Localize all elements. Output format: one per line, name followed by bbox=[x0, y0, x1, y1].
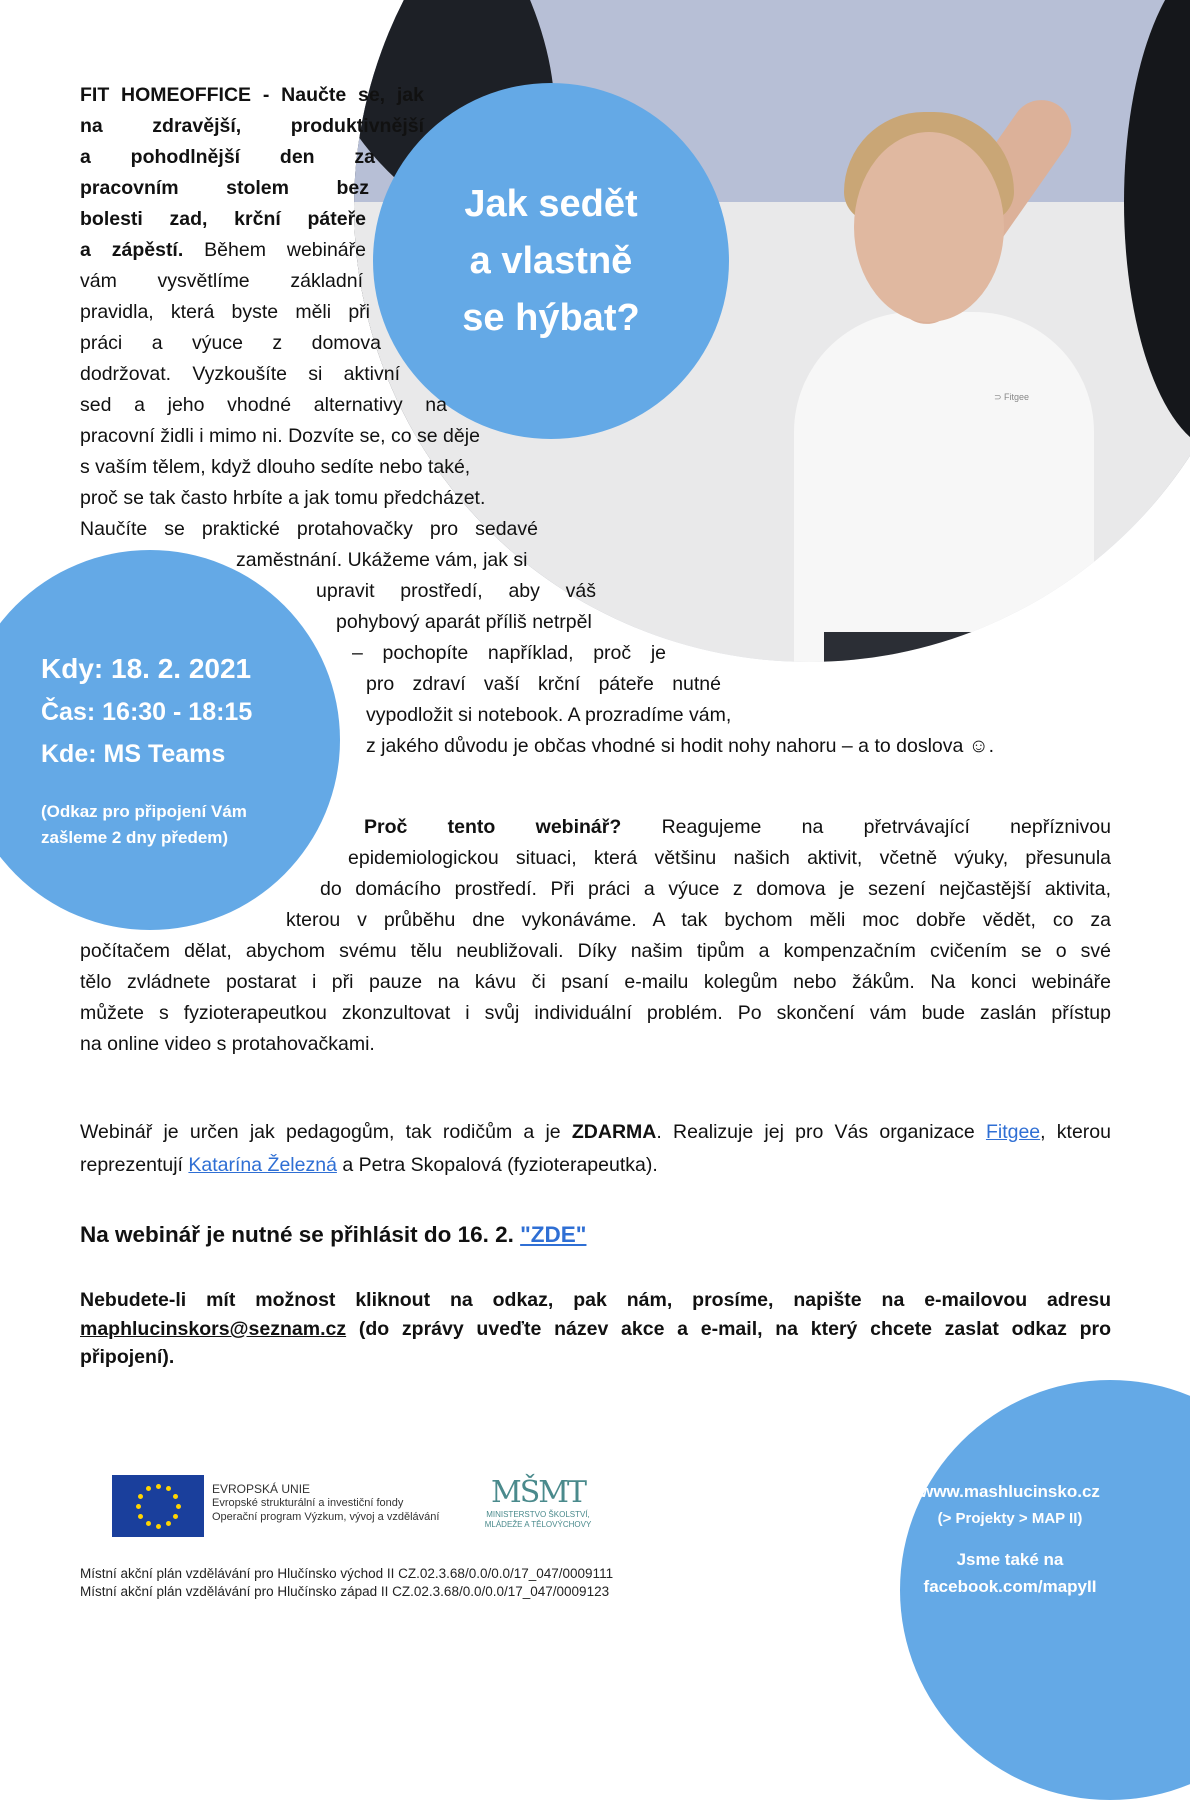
event-note-line2: zašleme 2 dny předem) bbox=[41, 828, 229, 847]
register-link[interactable]: "ZDE" bbox=[520, 1222, 587, 1247]
why-line: tělo zvládnete postarat i při pauze na kávu či psaní e-mailu kolegům nebo žákům. Na konci webináře bbox=[80, 971, 1111, 993]
audience-text: . Realizuje jej pro Vás organizace bbox=[656, 1121, 986, 1143]
intro-line: FIT HOMEOFFICE - Naučte se, jak bbox=[80, 84, 424, 106]
audience-text: , kterou bbox=[1040, 1121, 1111, 1143]
intro-line: s vaším tělem, když dlouho sedíte nebo také, bbox=[80, 456, 471, 478]
intro-line: proč se tak často hrbíte a jak tomu předcházet. bbox=[80, 487, 486, 509]
footer-line2: Místní akční plán vzdělávání pro Hlučínsko západ II CZ.02.3.68/0.0/0.0/17_047/0009123 bbox=[80, 1584, 610, 1599]
register-text: Na webinář je nutné se přihlásit do 16. 2. bbox=[80, 1222, 521, 1247]
footer-line1: Místní akční plán vzdělávání pro Hlučínsko východ II CZ.02.3.68/0.0/0.0/17_047/0009111 bbox=[80, 1566, 614, 1581]
msmt-text: MLÁDEŽE A TĚLOVÝCHOVY bbox=[484, 1520, 592, 1529]
eu-logo-line: Evropské strukturální a investiční fondy bbox=[212, 1497, 404, 1509]
audience-line2 bbox=[80, 1150, 1111, 1181]
intro-line: zaměstnání. Ukážeme vám, jak si bbox=[236, 549, 528, 571]
intro-line: bolesti zad, krční páteře bbox=[80, 208, 366, 230]
contact-line3: připojení). bbox=[80, 1346, 175, 1368]
contact-email[interactable]: maphlucinskors@seznam.cz bbox=[80, 1318, 347, 1340]
msmt-text: MINISTERSTVO ŠKOLSTVÍ, bbox=[486, 1510, 590, 1519]
eu-logo-line: Operační program Výzkum, vývoj a vzdělávání bbox=[212, 1511, 440, 1523]
title-circle bbox=[373, 83, 729, 439]
event-place: Kde: MS Teams bbox=[41, 740, 226, 768]
intro-line: pracovním stolem bez bbox=[80, 177, 369, 199]
website-path: (> Projekty > MAP II) bbox=[937, 1510, 1083, 1527]
audience-text: reprezentují bbox=[80, 1154, 189, 1176]
why-line: do domácího prostředí. Při práci a výuce z domova je sezení nejčastější aktivita, bbox=[320, 878, 1111, 900]
intro-line: a pohodlnější den za bbox=[80, 146, 375, 168]
event-info-circle bbox=[0, 550, 340, 930]
person-link[interactable]: Katarína Železná bbox=[188, 1154, 337, 1176]
audience-text: Webinář je určen jak pedagogům, tak rodičům a je bbox=[80, 1121, 572, 1143]
eu-star-icon bbox=[156, 1524, 161, 1529]
intro-line: – pochopíte například, proč je bbox=[352, 642, 666, 664]
free-label: ZDARMA bbox=[571, 1121, 657, 1143]
eu-logo-line: EVROPSKÁ UNIE bbox=[212, 1482, 311, 1496]
event-time: Čas: 16:30 - 18:15 bbox=[41, 698, 253, 726]
website-url[interactable]: www.mashlucinsko.cz bbox=[920, 1482, 1100, 1501]
woman-stretching-photo: ⊃ Fitgee bbox=[354, 0, 1190, 662]
register-line bbox=[80, 1222, 586, 1248]
eu-logo-text bbox=[212, 1482, 439, 1524]
intro-line: vám vysvětlíme základní bbox=[80, 270, 363, 292]
web-info-circle bbox=[900, 1380, 1190, 1800]
fitgee-link[interactable]: Fitgee bbox=[985, 1121, 1041, 1143]
facebook-label: Jsme také na bbox=[956, 1550, 1064, 1569]
intro-line: pohybový aparát příliš netrpěl bbox=[336, 611, 592, 633]
eu-star-icon bbox=[146, 1486, 151, 1491]
eu-star-icon bbox=[173, 1514, 178, 1519]
why-line: na online video s protahovačkami. bbox=[80, 1033, 375, 1055]
audience-text: a Petra Skopalová (fyzioterapeutka). bbox=[336, 1154, 658, 1176]
contact-line1: Nebudete-li mít možnost kliknout na odkaz, pak nám, prosíme, napište na e-mailovou adresu bbox=[80, 1289, 1111, 1311]
why-line: můžete s fyzioterapeutkou zkonzultovat i svůj individuální problém. Po skončení vám bude zaslán přístup bbox=[80, 1002, 1111, 1024]
eu-star-icon bbox=[156, 1484, 161, 1489]
why-line: počítačem dělat, abychom svému tělu neubližovali. Díky našim tipům a kompenzačním cvičením se o své bbox=[80, 940, 1111, 962]
intro-line: vypodložit si notebook. A prozradíme vám, bbox=[366, 704, 732, 726]
eu-star-icon bbox=[176, 1504, 181, 1509]
eu-star-icon bbox=[173, 1494, 178, 1499]
why-line: epidemiologickou situaci, která většinu našich aktivit, včetně výuky, přesunula bbox=[348, 847, 1111, 869]
intro-line: Naučíte se praktické protahovačky pro sedavé bbox=[80, 518, 538, 540]
eu-star-icon bbox=[166, 1486, 171, 1491]
why-line: kterou v průběhu dne vykonáváme. A tak bychom měli moc dobře vědět, co za bbox=[286, 909, 1111, 931]
why-line: Proč tento webinář? Reagujeme na přetrvávající nepříznivou bbox=[364, 816, 1111, 838]
intro-line: dodržovat. Vyzkoušíte si aktivní bbox=[80, 363, 400, 385]
event-date: Kdy: 18. 2. 2021 bbox=[41, 653, 252, 684]
intro-line: sed a jeho vhodné alternativy na bbox=[80, 394, 447, 416]
msmt-logo bbox=[478, 1475, 598, 1530]
msmt-mark: MŠMT bbox=[491, 1475, 585, 1510]
intro-line: práci a výuce z domova bbox=[80, 332, 381, 354]
intro-line: pracovní židli i mimo ni. Dozvíte se, co se děje bbox=[80, 425, 480, 447]
contact-text: (do zprávy uveďte název akce a e-mail, na který chcete zaslat odkaz pro bbox=[346, 1318, 1111, 1340]
intro-line: pro zdraví vaší krční páteře nutné bbox=[366, 673, 721, 695]
intro-line: pravidla, která byste měli při bbox=[80, 301, 370, 323]
intro-line: upravit prostředí, aby váš bbox=[316, 580, 596, 602]
eu-star-icon bbox=[138, 1494, 143, 1499]
audience-line1 bbox=[80, 1117, 1111, 1148]
eu-star-icon bbox=[136, 1504, 141, 1509]
hero-title: Jak sedět a vlastně se hýbat? bbox=[462, 182, 640, 339]
eu-star-icon bbox=[146, 1521, 151, 1526]
event-note-line1: (Odkaz pro připojení Vám bbox=[41, 802, 247, 821]
intro-line: z jakého důvodu je občas vhodné si hodit nohy nahoru – a to doslova ☺. bbox=[366, 735, 995, 757]
intro-line: a zápěstí. Během webináře bbox=[80, 239, 366, 261]
eu-star-icon bbox=[166, 1521, 171, 1526]
contact-line2 bbox=[80, 1314, 1111, 1345]
intro-line: na zdravější, produktivnější bbox=[80, 115, 424, 137]
eu-flag-logo bbox=[112, 1475, 204, 1537]
facebook-url[interactable]: facebook.com/mapyII bbox=[923, 1577, 1097, 1596]
eu-star-icon bbox=[138, 1514, 143, 1519]
